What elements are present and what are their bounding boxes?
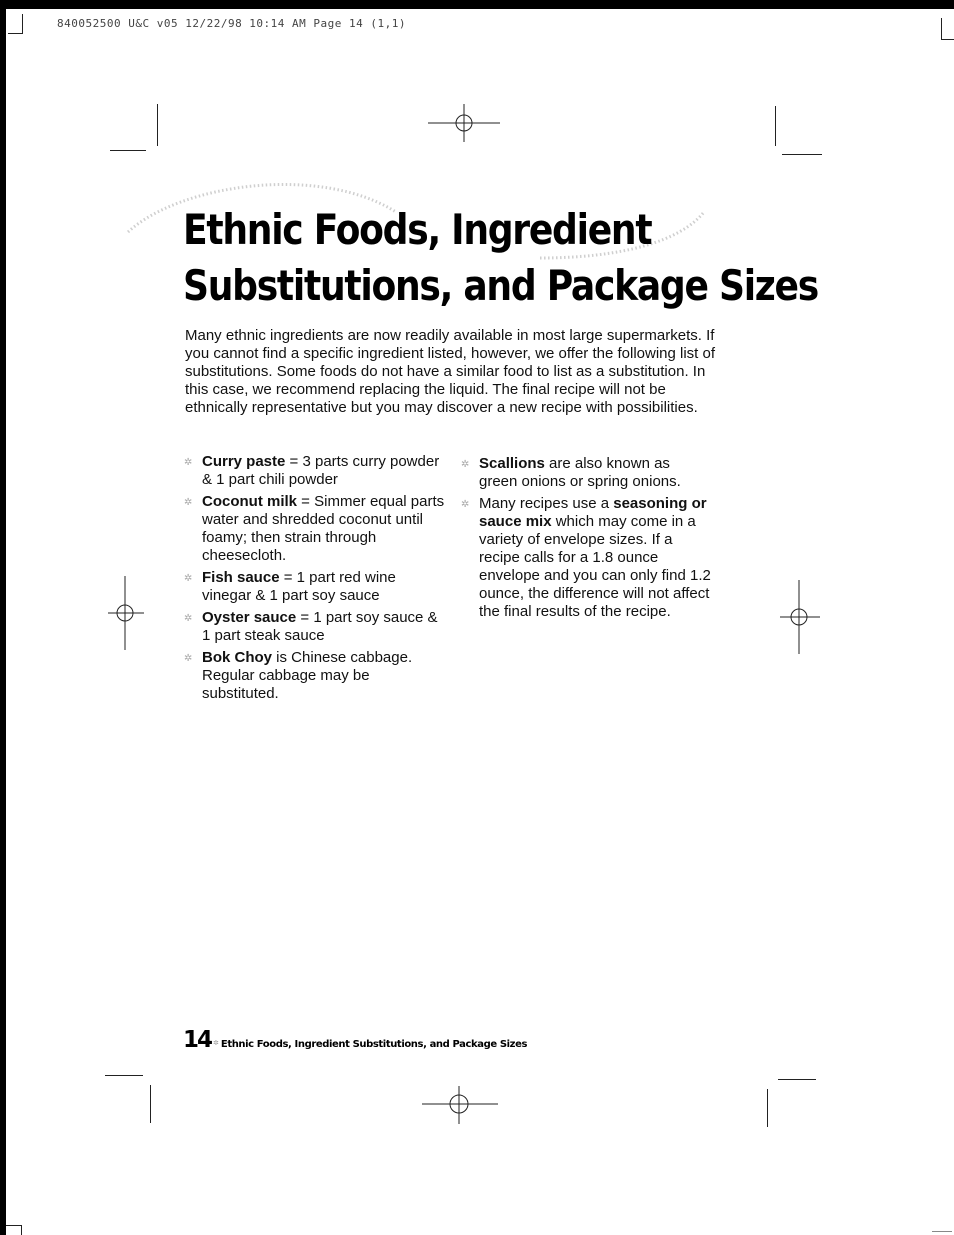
substitution-list-right	[461, 455, 711, 625]
page-number: 14	[183, 1027, 212, 1053]
bullet-star-icon: ✲	[184, 653, 193, 664]
crop-mark	[941, 18, 942, 40]
substitution-list-left	[184, 453, 446, 707]
list-item	[184, 609, 446, 645]
item-text: = Simmer equal parts water and shredded coconut until foamy; then strain through cheesecloth.	[202, 493, 445, 564]
registration-mark-icon	[420, 1084, 500, 1126]
list-item	[184, 453, 446, 489]
trim-mark	[157, 104, 158, 146]
trim-mark	[150, 1085, 151, 1123]
item-term: Scallions	[479, 455, 545, 472]
list-item	[184, 649, 446, 703]
item-term: Curry paste	[202, 453, 286, 470]
item-prefix: Many recipes use a	[479, 495, 614, 512]
trim-mark	[778, 1079, 816, 1080]
crop-mark	[941, 39, 954, 40]
page-edge-top	[0, 0, 954, 9]
item-term: Coconut milk	[202, 493, 298, 510]
trim-mark	[110, 150, 146, 151]
page-title	[183, 202, 818, 314]
bullet-star-icon: ✲	[184, 457, 193, 468]
item-text: which may come in a variety of envelope sizes. If a recipe calls for a 1.8 ounce envelope and you can only find 1.2 ounce, the difference will not affect the final results of the recipe.	[479, 513, 711, 620]
crop-mark	[932, 1231, 952, 1232]
bullet-star-icon: ✲	[213, 1038, 219, 1047]
bullet-star-icon: ✲	[184, 613, 193, 624]
print-slug: 840052500 U&C v05 12/22/98 10:14 AM Page 14 (1,1)	[57, 17, 407, 30]
item-term: Fish sauce	[202, 569, 280, 586]
title-line-2: Substitutions, and Package Sizes	[183, 261, 818, 310]
item-text: is Chinese cabbage. Regular cabbage may be substituted.	[202, 649, 413, 702]
list-item	[461, 455, 711, 491]
item-text: = 1 part soy sauce & 1 part steak sauce	[202, 609, 438, 644]
trim-mark	[775, 106, 776, 146]
trim-mark	[767, 1089, 768, 1127]
running-title: Ethnic Foods, Ingredient Substitutions, and Package Sizes	[220, 1039, 528, 1050]
registration-mark-icon	[778, 578, 822, 656]
item-text: are also known as green onions or spring onions.	[479, 455, 681, 490]
item-text: = 3 parts curry powder & 1 part chili powder	[202, 453, 440, 488]
list-item	[184, 569, 446, 605]
title-line-1: Ethnic Foods, Ingredient	[183, 205, 652, 254]
crop-mark	[8, 33, 23, 34]
item-term: Oyster sauce	[202, 609, 297, 626]
item-term: Bok Choy	[202, 649, 273, 666]
registration-mark-icon	[424, 102, 504, 144]
trim-mark	[105, 1075, 143, 1076]
item-term: seasoning or sauce mix	[479, 495, 707, 530]
bullet-star-icon: ✲	[184, 573, 193, 584]
intro-paragraph: Many ethnic ingredients are now readily available in most large supermarkets. If you cannot find a specific ingredient listed, however, we offer the following list of substitutions. Some foods do not have a similar food to list as a substitution. In this case, we recommend replacing the liquid. The final recipe will not be ethnically representative but you may discover a new recipe with possibilities.	[185, 327, 716, 416]
bullet-star-icon: ✲	[461, 499, 470, 510]
crop-mark	[6, 1225, 22, 1226]
bullet-star-icon: ✲	[461, 459, 470, 470]
trim-mark	[782, 154, 822, 155]
crop-mark	[22, 14, 23, 34]
crop-mark	[21, 1225, 22, 1235]
page-edge-left	[0, 9, 6, 1235]
item-text: = 1 part red wine vinegar & 1 part soy sauce	[202, 569, 396, 604]
list-item	[461, 495, 711, 621]
list-item	[184, 493, 446, 565]
page-footer	[183, 1027, 527, 1053]
bullet-star-icon: ✲	[184, 497, 193, 508]
registration-mark-icon	[106, 574, 146, 652]
